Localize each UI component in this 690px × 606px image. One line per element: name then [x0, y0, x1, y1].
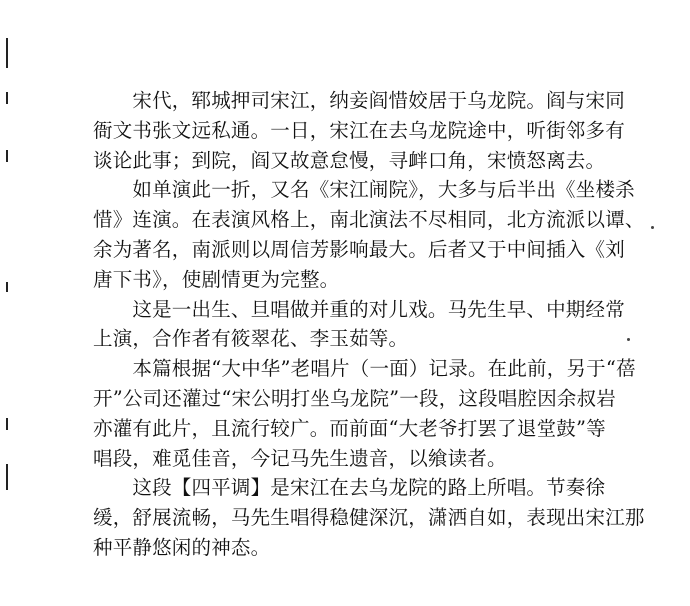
text-line: 本篇根据“大中华”老唱片（一面）记录。在此前，另于“蓓: [93, 357, 636, 381]
text-line: 如单演此一折，又名《宋江闹院》，大多与后半出《坐楼杀: [93, 178, 635, 202]
text-line: 唱段，难觅佳音，今记马先生遗音，以飨读者。: [93, 446, 507, 470]
text-line: 唐下书》，使剧情更为完整。: [93, 267, 340, 291]
text-line: 余为著名，南派则以周信芳影响最大。后者又于中间插入《刘: [93, 237, 625, 261]
margin-mark: [6, 92, 8, 104]
margin-mark: [6, 418, 8, 430]
paragraph-1: [93, 86, 638, 175]
text-line: 衙文书张文远私通。一日，宋江在去乌龙院途中，听街邻多有: [93, 118, 625, 142]
text-line: 这段【四平调】是宋江在去乌龙院的路上所唱。节奏徐: [93, 476, 606, 500]
paragraph-4: [93, 354, 638, 473]
text-line: 亦灌有此片，且流行较广。而前面“大老爷打罢了退堂鼓”等: [93, 416, 606, 440]
margin-mark: [6, 150, 8, 162]
text-line: 上演，合作者有筱翠花、李玉茹等。: [93, 327, 409, 351]
text-line: 惜》连演。在表演风格上，南北演法不尽相同，北方流派以谭、: [93, 208, 645, 232]
text-line: 开”公司还灌过“宋公明打坐乌龙院”一段，这段唱腔因余叔岩: [93, 386, 617, 410]
left-margin-marks: [6, 0, 10, 606]
margin-mark: [6, 464, 8, 490]
paragraph-2: [93, 175, 645, 294]
body-text: [93, 86, 645, 563]
scan-speck: [651, 226, 654, 229]
text-line: 谈论此事；到院，阎又故意怠慢，寻衅口角，宋愤怒离去。: [93, 148, 606, 172]
margin-mark: [6, 282, 8, 292]
paragraph-5: [93, 473, 645, 562]
text-line: 缓，舒展流畅，马先生唱得稳健深沉，潇洒自如，表现出宋江那: [93, 506, 645, 530]
text-line: 这是一出生、旦唱做并重的对儿戏。马先生早、中期经常: [93, 297, 625, 321]
paragraph-3: [93, 295, 638, 355]
text-line: 宋代，郓城押司宋江，纳妾阎惜姣居于乌龙院。阎与宋同: [93, 89, 625, 112]
margin-mark: [6, 38, 8, 68]
text-line: 种平静悠闲的神态。: [93, 535, 271, 559]
